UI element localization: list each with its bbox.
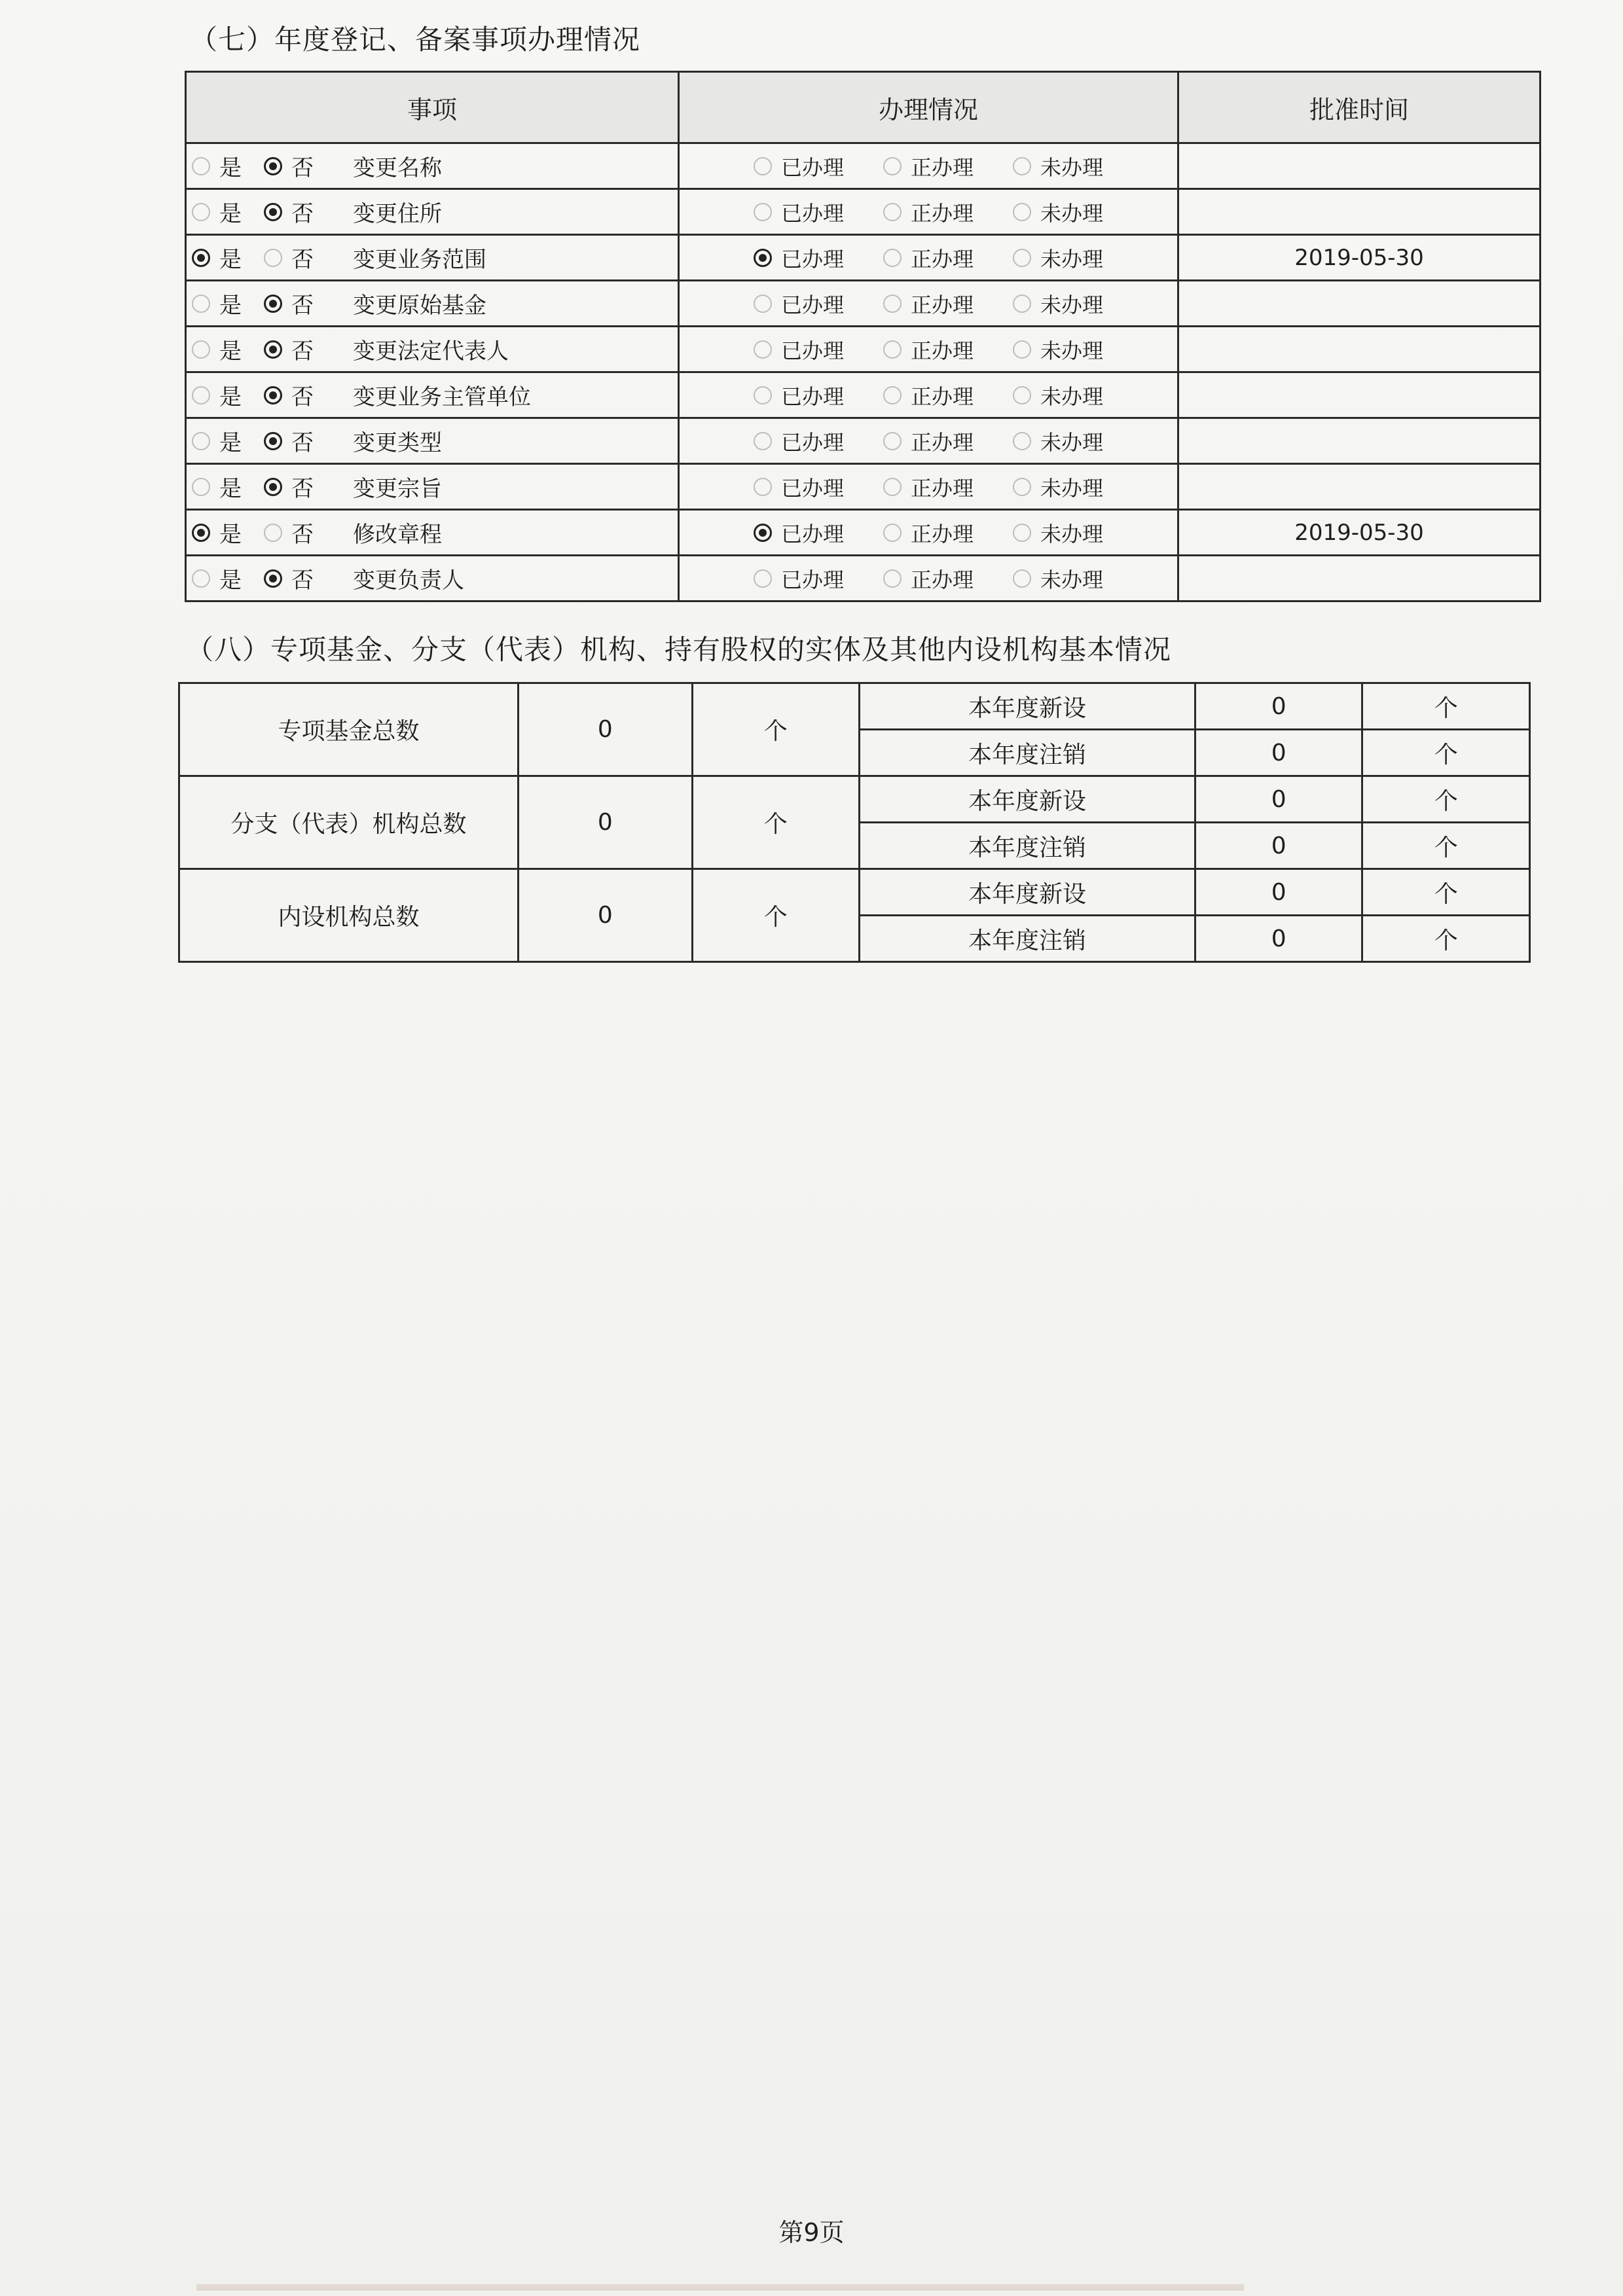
status-radio[interactable] <box>883 157 902 175</box>
item-cell <box>186 143 679 189</box>
status-option[interactable] <box>754 334 844 365</box>
group-row <box>179 776 1530 823</box>
status-option[interactable] <box>1013 243 1103 273</box>
page-number: 第9页 <box>778 2218 845 2247</box>
status-radio[interactable] <box>754 249 772 267</box>
approval-date: 2019-05-30 <box>1178 235 1541 281</box>
no-option[interactable] <box>264 425 342 457</box>
no-radio[interactable] <box>264 524 282 542</box>
status-option[interactable] <box>1013 564 1103 594</box>
item-cell <box>186 281 679 327</box>
institutions-table-body <box>179 683 1530 962</box>
page-bottom-edge <box>196 2284 1244 2291</box>
status-option-label: 正办理 <box>910 384 974 409</box>
yes-radio[interactable] <box>192 524 210 542</box>
item-name: 变更原始基金 <box>353 293 486 319</box>
status-option[interactable] <box>883 243 974 273</box>
status-radio[interactable] <box>754 432 772 450</box>
status-option-label: 正办理 <box>910 246 974 272</box>
group-total: 0 <box>519 683 693 776</box>
status-option[interactable] <box>754 151 844 181</box>
status-cell <box>679 327 1178 372</box>
status-radio[interactable] <box>1013 157 1031 175</box>
no-option[interactable] <box>264 379 342 411</box>
header-item: 事项 <box>186 72 679 143</box>
cancel-label: 本年度注销 <box>860 823 1195 869</box>
status-option[interactable] <box>754 518 844 548</box>
item-cell <box>186 327 679 372</box>
registration-table-body <box>186 143 1541 601</box>
status-option-label: 已办理 <box>780 200 844 226</box>
status-option[interactable] <box>883 197 974 227</box>
item-name: 变更业务范围 <box>353 247 486 273</box>
cancel-label: 本年度注销 <box>860 916 1195 962</box>
status-option[interactable] <box>754 289 844 319</box>
status-radio[interactable] <box>883 203 902 221</box>
status-option-label: 未办理 <box>1040 521 1104 547</box>
status-option[interactable] <box>754 472 844 502</box>
status-options <box>680 373 1177 417</box>
status-options <box>680 511 1177 554</box>
yes-radio[interactable] <box>192 203 210 221</box>
no-radio[interactable] <box>264 340 282 359</box>
status-options <box>680 236 1177 279</box>
item-cell-content <box>187 511 678 554</box>
no-option[interactable] <box>264 150 342 182</box>
registration-table <box>185 71 1541 602</box>
status-option-label: 已办理 <box>780 246 844 272</box>
no-option[interactable] <box>264 562 342 594</box>
yes-radio[interactable] <box>192 295 210 313</box>
group-row <box>179 869 1530 916</box>
table-row <box>186 464 1541 510</box>
status-option-label: 已办理 <box>780 292 844 317</box>
status-option-label: 未办理 <box>1040 246 1104 272</box>
yes-label: 是 <box>219 338 242 365</box>
no-option[interactable] <box>264 242 342 274</box>
no-radio[interactable] <box>264 249 282 267</box>
status-radio[interactable] <box>1013 203 1031 221</box>
yes-radio[interactable] <box>192 340 210 359</box>
status-option-label: 正办理 <box>910 292 974 317</box>
item-cell-content <box>187 419 678 463</box>
item-cell <box>186 372 679 418</box>
new-count: 0 <box>1195 776 1362 823</box>
status-option[interactable] <box>1013 518 1103 548</box>
yes-option[interactable] <box>192 471 264 503</box>
status-option-label: 已办理 <box>780 475 844 501</box>
yes-radio[interactable] <box>192 157 210 175</box>
no-radio[interactable] <box>264 295 282 313</box>
item-name: 变更类型 <box>353 430 442 456</box>
item-cell-content <box>187 281 678 325</box>
item-cell-content <box>187 144 678 188</box>
status-radio[interactable] <box>754 203 772 221</box>
status-option-label: 正办理 <box>910 521 974 547</box>
group-label: 内设机构总数 <box>179 869 519 962</box>
approval-date <box>1178 556 1541 601</box>
status-option[interactable] <box>1013 472 1103 502</box>
item-cell <box>186 556 679 601</box>
yes-label: 是 <box>219 522 242 548</box>
new-count: 0 <box>1195 869 1362 916</box>
no-label: 否 <box>291 155 314 181</box>
item-name: 变更宗旨 <box>353 476 442 502</box>
status-radio[interactable] <box>1013 478 1031 496</box>
status-radio[interactable] <box>754 340 772 359</box>
item-name: 变更名称 <box>353 155 442 181</box>
status-option[interactable] <box>883 564 974 594</box>
approval-date <box>1178 372 1541 418</box>
status-option[interactable] <box>883 334 974 365</box>
status-radio[interactable] <box>883 249 902 267</box>
status-radio[interactable] <box>754 157 772 175</box>
table-row <box>186 418 1541 464</box>
new-label: 本年度新设 <box>860 869 1195 916</box>
status-radio[interactable] <box>1013 569 1031 588</box>
no-label: 否 <box>291 201 314 227</box>
table-row <box>186 510 1541 556</box>
table-row <box>186 372 1541 418</box>
unit-label: 个 <box>1362 916 1530 962</box>
no-label: 否 <box>291 384 314 410</box>
status-option[interactable] <box>883 518 974 548</box>
table-row <box>186 143 1541 189</box>
status-option[interactable] <box>1013 289 1103 319</box>
status-option[interactable] <box>883 289 974 319</box>
section7-title: （七）年度登记、备案事项办理情况 <box>190 24 641 56</box>
no-label: 否 <box>291 567 314 594</box>
status-radio[interactable] <box>1013 295 1031 313</box>
status-option-label: 已办理 <box>780 567 844 592</box>
item-name: 变更负责人 <box>353 567 464 594</box>
status-option-label: 正办理 <box>910 475 974 501</box>
no-radio[interactable] <box>264 157 282 175</box>
status-radio[interactable] <box>1013 386 1031 404</box>
group-total: 0 <box>519 869 693 962</box>
status-radio[interactable] <box>883 295 902 313</box>
status-option[interactable] <box>1013 197 1103 227</box>
yes-radio[interactable] <box>192 432 210 450</box>
status-options <box>680 465 1177 509</box>
item-cell-content <box>187 556 678 600</box>
status-option[interactable] <box>754 243 844 273</box>
item-name: 变更住所 <box>353 201 442 227</box>
status-option-label: 未办理 <box>1040 200 1104 226</box>
status-radio[interactable] <box>754 386 772 404</box>
no-option[interactable] <box>264 471 342 503</box>
yes-option[interactable] <box>192 196 264 228</box>
table-row <box>186 556 1541 601</box>
status-option[interactable] <box>754 426 844 456</box>
status-options <box>680 144 1177 188</box>
status-option-label: 已办理 <box>780 429 844 455</box>
yes-label: 是 <box>219 384 242 410</box>
status-option-label: 已办理 <box>780 521 844 547</box>
no-label: 否 <box>291 247 314 273</box>
status-radio[interactable] <box>1013 340 1031 359</box>
status-cell <box>679 510 1178 556</box>
yes-option[interactable] <box>192 333 264 365</box>
unit-label: 个 <box>692 776 859 869</box>
status-option[interactable] <box>1013 380 1103 410</box>
item-name: 变更业务主管单位 <box>353 384 531 410</box>
item-cell-content <box>187 465 678 509</box>
item-cell-content <box>187 373 678 417</box>
approval-date: 2019-05-30 <box>1178 510 1541 556</box>
yes-label: 是 <box>219 201 242 227</box>
unit-label: 个 <box>1362 730 1530 776</box>
table-header-row <box>186 72 1541 143</box>
yes-option[interactable] <box>192 150 264 182</box>
status-radio[interactable] <box>883 524 902 542</box>
status-cell <box>679 556 1178 601</box>
new-count: 0 <box>1195 683 1362 730</box>
yes-label: 是 <box>219 430 242 456</box>
no-label: 否 <box>291 338 314 365</box>
header-status: 办理情况 <box>679 72 1178 143</box>
yes-option[interactable] <box>192 516 264 548</box>
status-option[interactable] <box>754 197 844 227</box>
status-radio[interactable] <box>754 295 772 313</box>
status-option-label: 正办理 <box>910 200 974 226</box>
status-cell <box>679 235 1178 281</box>
status-options <box>680 281 1177 325</box>
status-option-label: 未办理 <box>1040 338 1104 363</box>
yes-radio[interactable] <box>192 386 210 404</box>
status-radio[interactable] <box>1013 249 1031 267</box>
unit-label: 个 <box>1362 823 1530 869</box>
no-label: 否 <box>291 476 314 502</box>
status-option[interactable] <box>883 426 974 456</box>
cancelled-count: 0 <box>1195 730 1362 776</box>
group-label: 分支（代表）机构总数 <box>179 776 519 869</box>
no-option[interactable] <box>264 333 342 365</box>
item-cell <box>186 235 679 281</box>
item-name: 修改章程 <box>353 522 442 548</box>
status-option-label: 正办理 <box>910 567 974 592</box>
item-name: 变更法定代表人 <box>353 338 509 365</box>
item-cell <box>186 464 679 510</box>
status-option[interactable] <box>754 564 844 594</box>
unit-label: 个 <box>692 869 859 962</box>
status-options <box>680 190 1177 234</box>
approval-date <box>1178 281 1541 327</box>
table-row <box>186 189 1541 235</box>
status-option-label: 正办理 <box>910 338 974 363</box>
item-cell <box>186 418 679 464</box>
no-label: 否 <box>291 522 314 548</box>
new-label: 本年度新设 <box>860 776 1195 823</box>
item-cell-content <box>187 190 678 234</box>
status-options <box>680 327 1177 371</box>
status-option[interactable] <box>883 380 974 410</box>
status-option[interactable] <box>1013 151 1103 181</box>
status-cell <box>679 464 1178 510</box>
yes-radio[interactable] <box>192 569 210 588</box>
status-option-label: 未办理 <box>1040 475 1104 501</box>
no-option[interactable] <box>264 516 342 548</box>
no-option[interactable] <box>264 196 342 228</box>
no-radio[interactable] <box>264 569 282 588</box>
no-option[interactable] <box>264 287 342 319</box>
yes-radio[interactable] <box>192 249 210 267</box>
status-option-label: 未办理 <box>1040 154 1104 180</box>
status-option[interactable] <box>883 151 974 181</box>
yes-option[interactable] <box>192 242 264 274</box>
status-option-label: 未办理 <box>1040 429 1104 455</box>
status-radio[interactable] <box>883 340 902 359</box>
cancelled-count: 0 <box>1195 916 1362 962</box>
status-radio[interactable] <box>1013 524 1031 542</box>
status-option-label: 未办理 <box>1040 567 1104 592</box>
yes-label: 是 <box>219 155 242 181</box>
status-radio[interactable] <box>883 569 902 588</box>
approval-date <box>1178 327 1541 372</box>
status-radio[interactable] <box>883 386 902 404</box>
status-cell <box>679 418 1178 464</box>
institutions-table <box>178 682 1531 963</box>
status-cell <box>679 143 1178 189</box>
approval-date <box>1178 464 1541 510</box>
status-cell <box>679 372 1178 418</box>
table-row <box>186 235 1541 281</box>
no-radio[interactable] <box>264 478 282 496</box>
item-cell <box>186 510 679 556</box>
no-radio[interactable] <box>264 203 282 221</box>
header-date: 批准时间 <box>1178 72 1541 143</box>
table-row <box>186 281 1541 327</box>
yes-option[interactable] <box>192 425 264 457</box>
status-option-label: 已办理 <box>780 384 844 409</box>
item-cell-content <box>187 327 678 371</box>
no-label: 否 <box>291 430 314 456</box>
group-row <box>179 683 1530 730</box>
status-options <box>680 419 1177 463</box>
status-option[interactable] <box>1013 426 1103 456</box>
item-cell <box>186 189 679 235</box>
approval-date <box>1178 189 1541 235</box>
approval-date <box>1178 143 1541 189</box>
status-option[interactable] <box>1013 334 1103 365</box>
status-option[interactable] <box>754 380 844 410</box>
status-radio[interactable] <box>754 569 772 588</box>
yes-label: 是 <box>219 476 242 502</box>
item-cell-content <box>187 236 678 279</box>
yes-label: 是 <box>219 567 242 594</box>
status-option[interactable] <box>883 472 974 502</box>
status-cell <box>679 189 1178 235</box>
status-option-label: 未办理 <box>1040 292 1104 317</box>
section8-title: （八）专项基金、分支（代表）机构、持有股权的实体及其他内设机构基本情况 <box>186 634 1172 666</box>
cancelled-count: 0 <box>1195 823 1362 869</box>
unit-label: 个 <box>1362 776 1530 823</box>
status-cell <box>679 281 1178 327</box>
status-options <box>680 556 1177 600</box>
yes-radio[interactable] <box>192 478 210 496</box>
approval-date <box>1178 418 1541 464</box>
status-radio[interactable] <box>754 478 772 496</box>
status-option-label: 已办理 <box>780 338 844 363</box>
status-radio[interactable] <box>754 524 772 542</box>
yes-option[interactable] <box>192 287 264 319</box>
status-option-label: 正办理 <box>910 429 974 455</box>
no-label: 否 <box>291 293 314 319</box>
yes-option[interactable] <box>192 562 264 594</box>
unit-label: 个 <box>1362 683 1530 730</box>
unit-label: 个 <box>1362 869 1530 916</box>
group-label: 专项基金总数 <box>179 683 519 776</box>
yes-option[interactable] <box>192 379 264 411</box>
status-option-label: 正办理 <box>910 154 974 180</box>
status-option-label: 未办理 <box>1040 384 1104 409</box>
no-radio[interactable] <box>264 432 282 450</box>
status-radio[interactable] <box>883 478 902 496</box>
no-radio[interactable] <box>264 386 282 404</box>
yes-label: 是 <box>219 293 242 319</box>
status-radio[interactable] <box>883 432 902 450</box>
status-option-label: 已办理 <box>780 154 844 180</box>
cancel-label: 本年度注销 <box>860 730 1195 776</box>
yes-label: 是 <box>219 247 242 273</box>
group-total: 0 <box>519 776 693 869</box>
unit-label: 个 <box>692 683 859 776</box>
status-radio[interactable] <box>1013 432 1031 450</box>
new-label: 本年度新设 <box>860 683 1195 730</box>
table-row <box>186 327 1541 372</box>
